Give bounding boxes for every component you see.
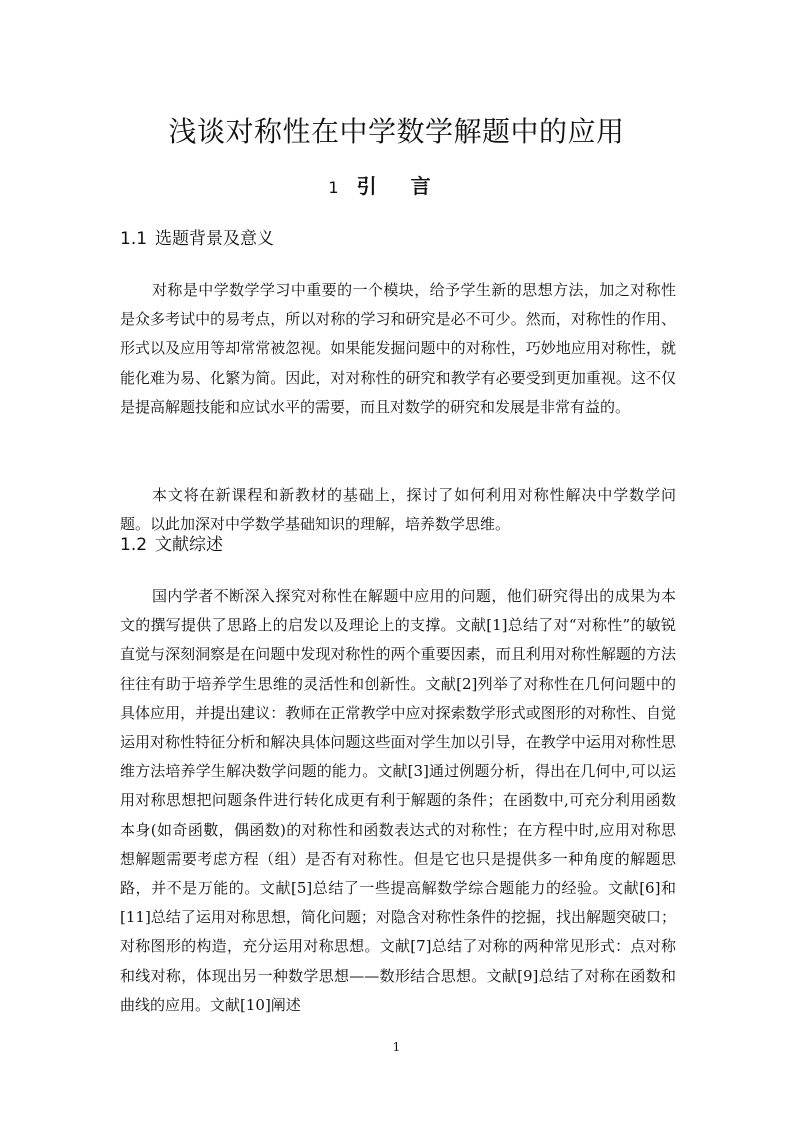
page-number: 1 [392,1040,401,1054]
chapter-title: 引言 [356,174,465,198]
paragraph-background-significance: 对称是中学数学学习中重要的一个模块，给予学生新的思想方法，加之对称性是众多考试中的易考点，所以对称的学习和研究是必不可少。然而，对称性的作用、形式以及应用等却常常被忽视。如果能发掘问题中的对称性，巧妙地应用对称性，就能化难为易、化繁为简。因此，对对称性的研究和教学有必要受到更加重视。这不仅是提高解题技能和应试水平的需要，而且对数学的研究和发展是非常有益的。 [120,281,676,416]
section-heading-literature-review [120,533,223,557]
section-number: 1.2 [120,535,148,555]
paragraph-literature-review: 国内学者不断深入探究对称性在解题中应用的问题，他们研究得出的成果为本文的撰写提供了思路上的启发以及理论上的支撑。文献[1]总结了对“对称性”的敏锐直觉与深刻洞察是在问题中发现对称性的两个重要因素，而且利用对称性解题的方法往往有助于培养学生思维的灵活性和创新性。文献[2]列举了对称性在几何问题中的具体应用，并提出建议：教师在正常教学中应对探索数学形式或图形的对称性、自觉运用对称性特征分析和解决具体问题这些面对学生加以引导，在教学中运用对称性思维方法培养学生解决数学问题的能力。文献[3]通过例题分析，得出在几何中,可以运用对称思想把问题条件进行转化成更有利于解题的条件；在函数中,可充分利用函数本身(如奇函數，偶函数)的对称性和函数表达式的对称性；在方程中时,应用对称思想解题需要考虑方程（组）是否有对称性。但是它也只是提供多一种角度的解题思路，并不是万能的。文献[5]总结了一些提高解数学综合题能力的经验。文献[6]和[11]总结了运用对称思想，简化问题；对隐含对称性条件的挖掘，找出解题突破口；对称图形的构造，充分运用对称思想。文献[7]总结了对称的两种常见形式：点对称和线对称，体现出另一种数学思想——数形结合思想。文献[9]总结了对称在函数和曲线的应用。文献[10]阐述 [120,587,676,1014]
document-title: 浅谈对称性在中学数学解题中的应用 [168,115,625,148]
chapter-number: 1 [328,178,339,197]
section-heading-background [120,227,274,251]
section-title: 文献综述 [155,535,224,555]
paragraph-article-scope: 本文将在新课程和新教材的基础上，探讨了如何利用对称性解决中学数学问题。以此加深对中学数学基础知识的理解，培养数学思维。 [120,486,676,534]
section-title: 选题背景及意义 [155,229,275,249]
section-number: 1.1 [120,229,148,249]
chapter-heading [0,172,793,202]
